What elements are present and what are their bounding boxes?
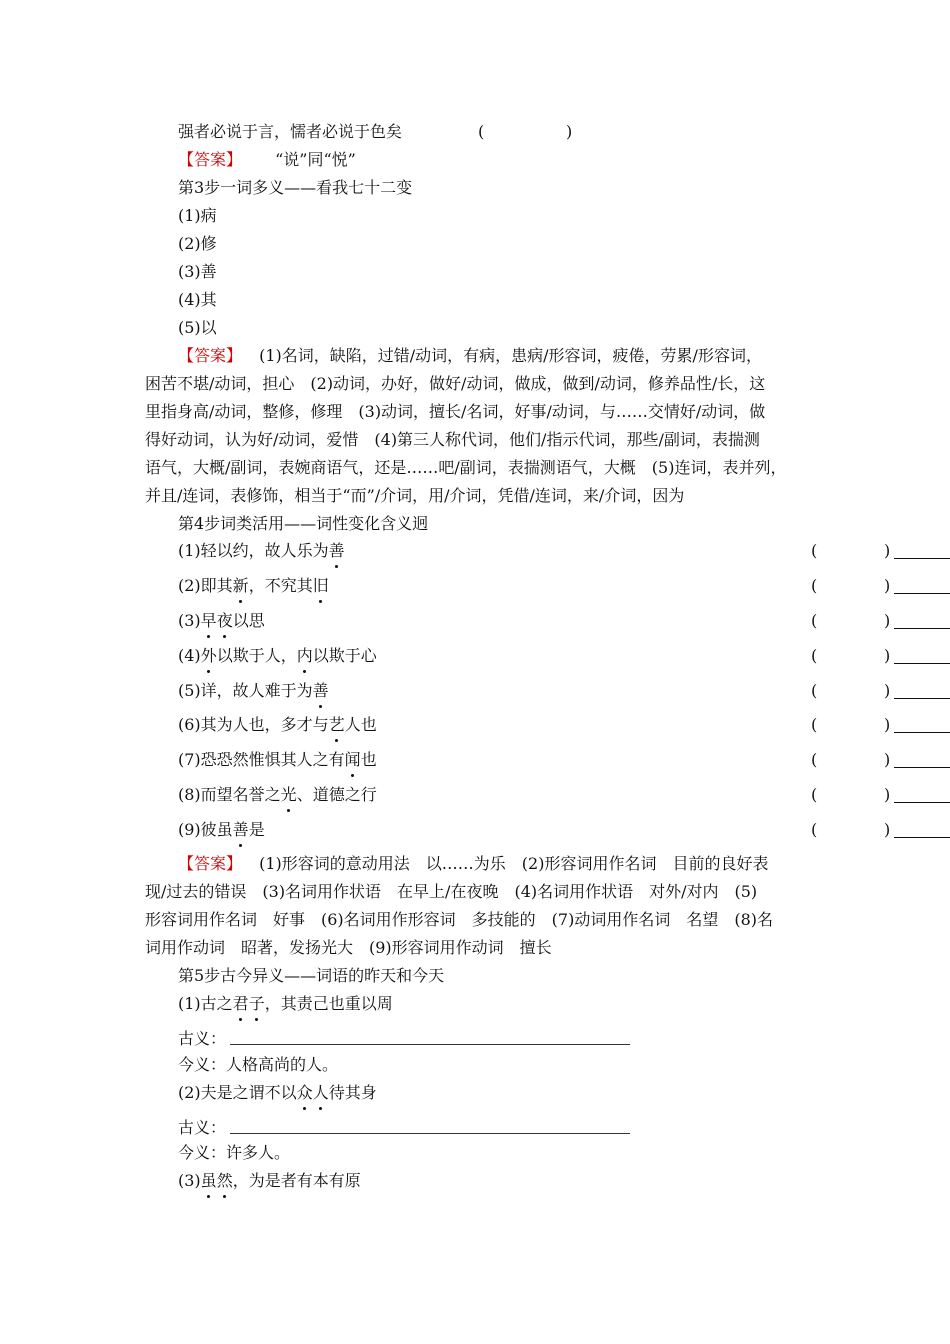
dotted-char: 善 <box>232 820 249 839</box>
answer-blank[interactable] <box>894 837 950 838</box>
dotted-char: 外 <box>200 646 217 665</box>
dotted-char: 人 <box>312 1083 329 1102</box>
paren-close: ) <box>884 750 891 769</box>
jin-yi-text: 人格高尚的人。 <box>226 1055 339 1074</box>
answer-blank[interactable] <box>894 558 950 559</box>
answer-4-line: 现/过去的错误 (3)名词用作状语 在早上/在夜晚 (4)名词用作状语 对外/对内 (5) <box>145 882 758 901</box>
item-pre: (3) <box>178 611 201 630</box>
q-post: ，为是者有本有原 <box>232 1171 361 1190</box>
paren-close: ) <box>884 611 891 630</box>
q-pre: (3) <box>178 1171 201 1190</box>
dotted-char: 然 <box>216 1171 233 1190</box>
item-text <box>178 540 345 562</box>
paren-open: ( <box>811 820 818 839</box>
paren-open: ( <box>811 576 818 595</box>
answer-blank[interactable] <box>894 593 950 594</box>
paren-open: ( <box>811 541 818 560</box>
answer-1-text: “说”同“悦” <box>275 150 356 169</box>
answer-3-line: 得好动词，认为好/动词，爱惜 (4)第三人称代词，他们/指示代词，那些/副词，表揣测 <box>145 430 760 449</box>
dotted-char: 子 <box>248 994 265 1013</box>
answer-blank[interactable] <box>894 802 950 803</box>
answer-blank[interactable] <box>894 628 950 629</box>
step5-q2 <box>178 1082 377 1104</box>
answer-3-line: 里指身高/动词，整修，修理 (3)动词，擅长/名词，好事/动词，与……交情好/动词，做 <box>145 402 766 421</box>
item-pre: (4) <box>178 646 201 665</box>
paren-close: ) <box>884 576 891 595</box>
jin-yi-label: 今义： <box>178 1055 227 1074</box>
step4-item <box>178 575 891 597</box>
q-pre: (2)夫是之谓不以 <box>178 1083 297 1102</box>
step4-item <box>178 784 891 806</box>
answer-blank[interactable] <box>894 732 950 733</box>
item-pre: (5)详，故人难于为 <box>178 681 313 700</box>
item-text <box>178 680 329 702</box>
item-pre: (6)其为人也，多才与 <box>178 715 329 734</box>
answer-tag: 【答案】 <box>178 150 243 169</box>
dotted-char: 夜 <box>216 611 233 630</box>
item-post: 人也 <box>344 715 377 734</box>
answer-blank[interactable] <box>894 767 950 768</box>
dotted-char: 艺 <box>328 715 345 734</box>
answer-3-line: 困苦不堪/动词，担心 (2)动词，办好，做好/动词，做成，做到/动词，修养品性/长，这 <box>145 374 766 393</box>
paren-open: ( <box>811 611 818 630</box>
step4-item <box>178 610 891 632</box>
item-pre: (8)而望名誉之 <box>178 785 281 804</box>
item-post: ，不究其 <box>248 576 313 595</box>
paren-close: ) <box>884 681 891 700</box>
q-pre: (1)古之 <box>178 994 233 1013</box>
answer-4-line <box>178 853 768 875</box>
gu-yi-label: 古义： <box>178 1118 227 1137</box>
paren-close: ) <box>884 715 891 734</box>
item-text <box>178 714 377 736</box>
answer-4-line: 词用作动词 昭著，发扬光大 (9)形容词用作动词 擅长 <box>145 938 552 957</box>
answer-3-line: 并且/连词，表修饰，相当于“而”/介词，用/介词，凭借/连词，来/介词，因为 <box>145 486 685 505</box>
dotted-char: 光 <box>280 785 297 804</box>
step4-item <box>178 540 891 562</box>
paren-open: ( <box>811 646 818 665</box>
step4-item <box>178 645 891 667</box>
gu-yi-label: 古义： <box>178 1029 227 1048</box>
dotted-char: 新 <box>232 576 249 595</box>
step3-item: (4)其 <box>178 290 217 309</box>
item-text <box>178 645 377 667</box>
jin-yi-row <box>178 1054 338 1076</box>
item-post: 、道德之行 <box>296 785 377 804</box>
paren-open: ( <box>811 681 818 700</box>
item-post: 以欺于心 <box>312 646 377 665</box>
dotted-char: 众 <box>296 1083 313 1102</box>
paren-close: ) <box>884 646 891 665</box>
item-post: 以欺于人， <box>216 646 297 665</box>
answer-3-line <box>178 345 762 367</box>
answer-3-text: (1)名词，缺陷，过错/动词，有病，患病/形容词，疲倦，劳累/形容词， <box>259 346 762 365</box>
dotted-char: 闻 <box>344 750 361 769</box>
step3-item: (3)善 <box>178 262 217 281</box>
item-pre: (2)即其 <box>178 576 233 595</box>
paren-open: ( <box>811 750 818 769</box>
step4-item <box>178 819 891 841</box>
answer-tag: 【答案】 <box>178 346 243 365</box>
answer-3-line: 语气，大概/副词，表婉商语气，还是……吧/副词，表揣测语气，大概 (5)连词，表并列， <box>145 458 787 477</box>
item-pre: (7)恐恐然惟惧其人之有 <box>178 750 345 769</box>
item-pre: (9)彼虽 <box>178 820 233 839</box>
item-text <box>178 575 329 597</box>
sentence-1-text: 强者必说于言，懦者必说于色矣 <box>178 122 403 141</box>
answer-paren-open: ( <box>478 122 485 141</box>
q-post: ，其责己也重以周 <box>264 994 393 1013</box>
answer-blank[interactable] <box>894 698 950 699</box>
item-pre: (1)轻以约，故人乐为 <box>178 541 329 560</box>
step3-item: (2)修 <box>178 234 217 253</box>
step4-item <box>178 714 891 736</box>
answer-1 <box>178 149 356 171</box>
sentence-1 <box>178 121 402 143</box>
answer-4-line: 形容词用作名词 好事 (6)名词用作形容词 多技能的 (7)动词用作名词 名望 (8)名 <box>145 910 773 929</box>
answer-paren-close: ) <box>566 122 573 141</box>
paren-close: ) <box>884 541 891 560</box>
answer-4-text: (1)形容词的意动用法 以……为乐 (2)形容词用作名词 目前的良好表 <box>259 854 769 873</box>
step4-item <box>178 680 891 702</box>
gu-yi-blank[interactable] <box>230 1044 630 1045</box>
paren-close: ) <box>884 820 891 839</box>
step3-title: 第3步一词多义——看我七十二变 <box>178 178 413 197</box>
answer-blank[interactable] <box>894 663 950 664</box>
dotted-char: 善 <box>328 541 345 560</box>
jin-yi-row <box>178 1142 290 1164</box>
dotted-char: 旧 <box>312 576 329 595</box>
paren-open: ( <box>811 715 818 734</box>
dotted-char: 早 <box>200 611 217 630</box>
jin-yi-text: 许多人。 <box>226 1143 291 1162</box>
paren-open: ( <box>811 785 818 804</box>
step5-q3 <box>178 1170 361 1192</box>
step4-title: 第4步词类活用——词性变化含义迥 <box>178 514 429 533</box>
dotted-char: 虽 <box>200 1171 217 1190</box>
dotted-char: 内 <box>296 646 313 665</box>
item-post: 也 <box>360 750 377 769</box>
item-text <box>178 819 265 841</box>
item-text <box>178 610 265 632</box>
step5-title: 第5步古今异义——词语的昨天和今天 <box>178 966 445 985</box>
item-post: 是 <box>248 820 265 839</box>
item-text <box>178 784 377 806</box>
answer-tag: 【答案】 <box>178 854 243 873</box>
dotted-char: 君 <box>232 994 249 1013</box>
step5-q1 <box>178 993 393 1015</box>
jin-yi-label: 今义： <box>178 1143 227 1162</box>
step3-item: (1)病 <box>178 206 217 225</box>
gu-yi-blank[interactable] <box>230 1133 630 1134</box>
item-text <box>178 749 377 771</box>
step3-item: (5)以 <box>178 318 217 337</box>
q-post: 待其身 <box>328 1083 377 1102</box>
step4-item <box>178 749 891 771</box>
item-post: 以思 <box>232 611 265 630</box>
dotted-char: 善 <box>312 681 329 700</box>
paren-close: ) <box>884 785 891 804</box>
